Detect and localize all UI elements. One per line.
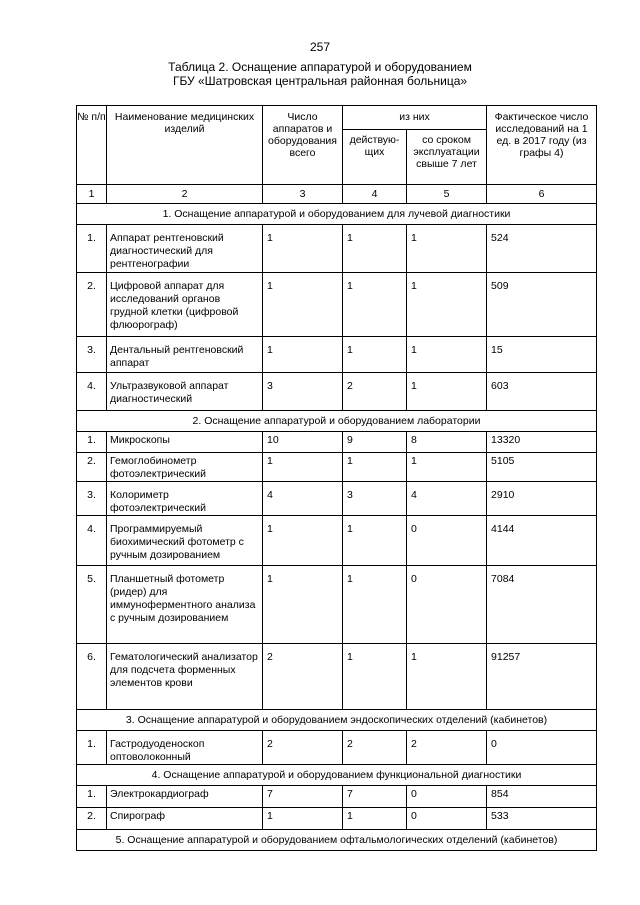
table-row xyxy=(77,566,597,644)
device-name: Дентальный рентгеновский аппарат xyxy=(107,337,263,373)
studies-count: 13320 xyxy=(487,432,597,453)
section-title: 5. Оснащение аппаратурой и оборудованием офтальмологических отделений (кабинетов) xyxy=(77,830,597,851)
studies-count: 603 xyxy=(487,373,597,411)
studies-count: 0 xyxy=(487,731,597,765)
over-7-years-count: 8 xyxy=(407,432,487,453)
active-count: 2 xyxy=(343,731,407,765)
section-title: 2. Оснащение аппаратурой и оборудованием лаборатории xyxy=(77,411,597,432)
section-row xyxy=(77,411,597,432)
header-device-name: Наименование медицинских изделий xyxy=(107,106,263,185)
row-number: 3. xyxy=(77,337,107,373)
column-number: 4 xyxy=(343,185,407,204)
device-name: Гемоглобинометр фотоэлектрический xyxy=(107,453,263,482)
active-count: 1 xyxy=(343,273,407,337)
over-7-years-count: 1 xyxy=(407,644,487,710)
over-7-years-count: 0 xyxy=(407,786,487,808)
studies-count: 2910 xyxy=(487,482,597,516)
column-number: 5 xyxy=(407,185,487,204)
total-count: 1 xyxy=(263,453,343,482)
over-7-years-count: 1 xyxy=(407,453,487,482)
section-row xyxy=(77,830,597,851)
total-count: 1 xyxy=(263,566,343,644)
device-name: Цифровой аппарат для исследований органов грудной клетки (цифровой флюорограф) xyxy=(107,273,263,337)
total-count: 1 xyxy=(263,225,343,273)
table-row xyxy=(77,731,597,765)
row-number: 6. xyxy=(77,644,107,710)
header-active: действую-щих xyxy=(343,130,407,185)
table-row xyxy=(77,453,597,482)
active-count: 1 xyxy=(343,566,407,644)
active-count: 1 xyxy=(343,808,407,830)
active-count: 7 xyxy=(343,786,407,808)
device-name: Аппарат рентгеновский диагностический для рентгенографии xyxy=(107,225,263,273)
active-count: 1 xyxy=(343,644,407,710)
total-count: 3 xyxy=(263,373,343,411)
active-count: 1 xyxy=(343,516,407,566)
header-studies-count: Фактическое число исследований на 1 ед. в 2017 году (из графы 4) xyxy=(487,106,597,185)
device-name: Гастродуоденоскоп оптоволоконный xyxy=(107,731,263,765)
table-row xyxy=(77,432,597,453)
page-number: 257 xyxy=(309,40,331,54)
over-7-years-count: 1 xyxy=(407,225,487,273)
total-count: 4 xyxy=(263,482,343,516)
studies-count: 854 xyxy=(487,786,597,808)
active-count: 3 xyxy=(343,482,407,516)
total-count: 7 xyxy=(263,786,343,808)
header-over-7-years: со сроком эксплуатации свыше 7 лет xyxy=(407,130,487,185)
device-name: Гематологический анализатор для подсчета форменных элементов крови xyxy=(107,644,263,710)
table-row xyxy=(77,786,597,808)
row-number: 4. xyxy=(77,516,107,566)
section-row xyxy=(77,710,597,731)
column-number: 1 xyxy=(77,185,107,204)
header-number: № п/п xyxy=(77,106,107,185)
section-title: 3. Оснащение аппаратурой и оборудованием эндоскопических отделений (кабинетов) xyxy=(77,710,597,731)
studies-count: 509 xyxy=(487,273,597,337)
section-title: 4. Оснащение аппаратурой и оборудованием функциональной диагностики xyxy=(77,765,597,786)
table-row xyxy=(77,644,597,710)
row-number: 5. xyxy=(77,566,107,644)
device-name: Программируемый биохимический фотометр с ручным дозированием xyxy=(107,516,263,566)
table-row xyxy=(77,516,597,566)
row-number: 2. xyxy=(77,273,107,337)
studies-count: 7084 xyxy=(487,566,597,644)
table-row xyxy=(77,373,597,411)
studies-count: 4144 xyxy=(487,516,597,566)
row-number: 1. xyxy=(77,786,107,808)
row-number: 1. xyxy=(77,225,107,273)
studies-count: 15 xyxy=(487,337,597,373)
equipment-table xyxy=(76,105,597,851)
total-count: 10 xyxy=(263,432,343,453)
over-7-years-count: 0 xyxy=(407,808,487,830)
header-total-count: Число аппаратов и оборудования всего xyxy=(263,106,343,185)
row-number: 4. xyxy=(77,373,107,411)
device-name: Микроскопы xyxy=(107,432,263,453)
column-number: 6 xyxy=(487,185,597,204)
header-of-them: из них xyxy=(343,106,487,130)
section-title: 1. Оснащение аппаратурой и оборудованием для лучевой диагностики xyxy=(77,204,597,225)
total-count: 1 xyxy=(263,516,343,566)
row-number: 2. xyxy=(77,453,107,482)
over-7-years-count: 2 xyxy=(407,731,487,765)
over-7-years-count: 0 xyxy=(407,516,487,566)
studies-count: 533 xyxy=(487,808,597,830)
over-7-years-count: 1 xyxy=(407,373,487,411)
table-row xyxy=(77,482,597,516)
studies-count: 91257 xyxy=(487,644,597,710)
column-number: 2 xyxy=(107,185,263,204)
table-row xyxy=(77,225,597,273)
over-7-years-count: 1 xyxy=(407,273,487,337)
active-count: 1 xyxy=(343,453,407,482)
table-row xyxy=(77,808,597,830)
table-title xyxy=(60,60,580,88)
row-number: 1. xyxy=(77,731,107,765)
total-count: 2 xyxy=(263,644,343,710)
studies-count: 524 xyxy=(487,225,597,273)
device-name: Колориметр фотоэлектрический xyxy=(107,482,263,516)
table-title-line-2: ГБУ «Шатровская центральная районная больница» xyxy=(172,74,468,88)
device-name: Ультразвуковой аппарат диагностический xyxy=(107,373,263,411)
over-7-years-count: 4 xyxy=(407,482,487,516)
row-number: 2. xyxy=(77,808,107,830)
table-row xyxy=(77,337,597,373)
total-count: 1 xyxy=(263,808,343,830)
active-count: 1 xyxy=(343,337,407,373)
active-count: 2 xyxy=(343,373,407,411)
total-count: 1 xyxy=(263,337,343,373)
active-count: 1 xyxy=(343,225,407,273)
studies-count: 5105 xyxy=(487,453,597,482)
section-row xyxy=(77,204,597,225)
total-count: 1 xyxy=(263,273,343,337)
section-row xyxy=(77,765,597,786)
active-count: 9 xyxy=(343,432,407,453)
total-count: 2 xyxy=(263,731,343,765)
row-number: 1. xyxy=(77,432,107,453)
column-number-row xyxy=(77,185,597,204)
device-name: Спирограф xyxy=(107,808,263,830)
row-number: 3. xyxy=(77,482,107,516)
device-name: Планшетный фотометр (ридер) для иммуноферментного анализа с ручным дозированием xyxy=(107,566,263,644)
table-row xyxy=(77,273,597,337)
device-name: Электрокардиограф xyxy=(107,786,263,808)
over-7-years-count: 1 xyxy=(407,337,487,373)
column-number: 3 xyxy=(263,185,343,204)
table-title-line-1: Таблица 2. Оснащение аппаратурой и оборудованием xyxy=(168,60,472,74)
over-7-years-count: 0 xyxy=(407,566,487,644)
